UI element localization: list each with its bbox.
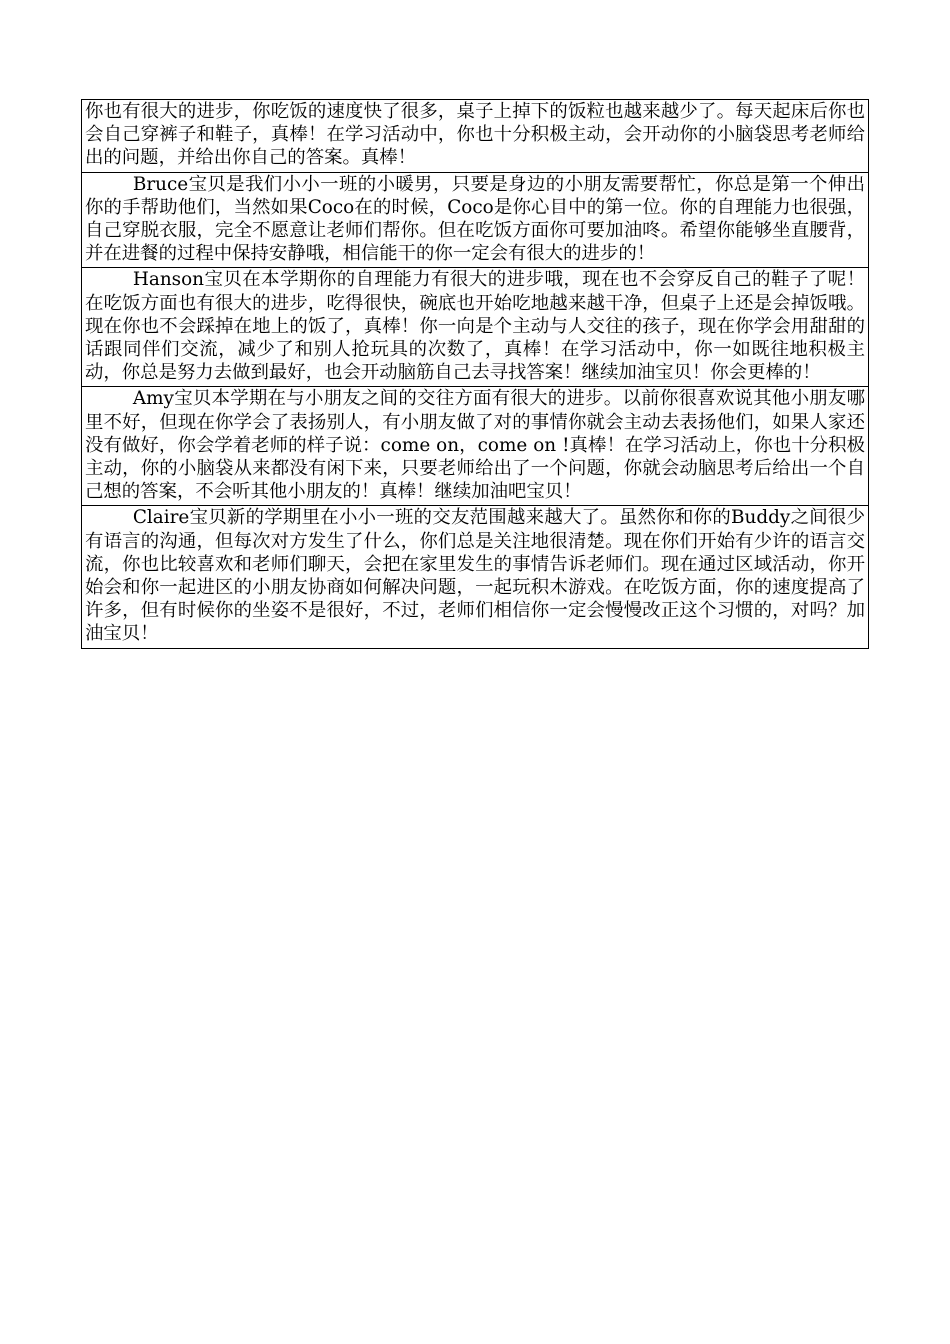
comment-text: Bruce宝贝是我们小小一班的小暖男，只要是身边的小朋友需要帮忙，你总是第一个伸出你的手帮助他们，当然如果Coco在的时候，Coco是你心目中的第一位。你的自理能力也很强，自己穿脱衣服，完全不愿意让老师们帮你。但在吃饭方面你可要加油咚。希望你能够坐直腰背，并在进餐的过程中保持安静哦，相信能干的你一定会有很大的进步的！ xyxy=(85,173,865,265)
comment-cell-hanson xyxy=(82,268,869,387)
comment-cell xyxy=(82,100,869,173)
comment-cell-amy xyxy=(82,387,869,506)
table-row xyxy=(82,100,869,173)
table-row xyxy=(82,268,869,387)
table-row xyxy=(82,506,869,648)
comment-text: 你也有很大的进步，你吃饭的速度快了很多，桌子上掉下的饭粒也越来越少了。每天起床后你也会自己穿裤子和鞋子，真棒！在学习活动中，你也十分积极主动，会开动你的小脑袋思考老师给出的问题，并给出你自己的答案。真棒！ xyxy=(85,101,865,169)
comment-cell-claire xyxy=(82,506,869,648)
comment-cell-bruce xyxy=(82,172,869,268)
comment-text: Amy宝贝本学期在与小朋友之间的交往方面有很大的进步。以前你很喜欢说其他小朋友哪里不好，但现在你学会了表扬别人，有小朋友做了对的事情你就会主动去表扬他们，如果人家还没有做好，你会学着老师的样子说：come on，come on !真棒！在学习活动上，你也十分积极主动，你的小脑袋从来都没有闲下来，只要老师给出了一个问题，你就会动脑思考后给出一个自己想的答案，不会听其他小朋友的！真棒！继续加油吧宝贝！ xyxy=(85,388,865,503)
comment-text: Claire宝贝新的学期里在小小一班的交友范围越来越大了。虽然你和你的Buddy之间很少有语言的沟通，但每次对方发生了什么，你们总是关注地很清楚。现在你们开始有少许的语言交流，你也比较喜欢和老师们聊天，会把在家里发生的事情告诉老师们。现在通过区域活动，你开始会和你一起进区的小朋友协商如何解决问题，一起玩积木游戏。在吃饭方面，你的速度提高了许多，但有时候你的坐姿不是很好，不过，老师们相信你一定会慢慢改正这个习惯的，对吗？加油宝贝！ xyxy=(85,507,865,645)
table-row xyxy=(82,172,869,268)
table-row xyxy=(82,387,869,506)
comments-table xyxy=(81,99,869,649)
comment-text: Hanson宝贝在本学期你的自理能力有很大的进步哦，现在也不会穿反自己的鞋子了呢！在吃饭方面也有很大的进步，吃得很快，碗底也开始吃地越来越干净，但桌子上还是会掉饭哦。现在你也不会踩掉在地上的饭了，真棒！你一向是个主动与人交往的孩子，现在你学会用甜甜的话跟同伴们交流，减少了和别人抢玩具的次数了，真棒！在学习活动中，你一如既往地积极主动，你总是努力去做到最好，也会开动脑筋自己去寻找答案！继续加油宝贝！你会更棒的！ xyxy=(85,269,865,384)
